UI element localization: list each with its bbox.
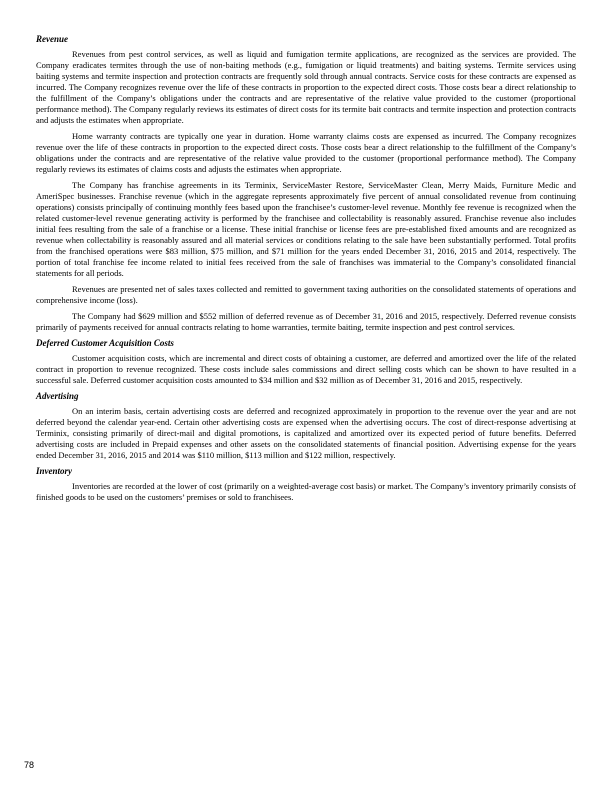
revenue-paragraph-deferred-revenue: The Company had $629 million and $552 million of deferred revenue as of December 31, 2016 and 2015, respectively. Deferred revenue consists primarily of payments received for annual contracts relating to home warranties, termite baiting, termite inspection and pest control services. bbox=[36, 311, 576, 332]
section-heading-inventory: Inventory bbox=[36, 466, 72, 476]
revenue-paragraph-franchise: The Company has franchise agreements in its Terminix, ServiceMaster Restore, ServiceMaster Clean, Merry Maids, Furniture Medic and AmeriSpec businesses. Franchise revenue (which in the aggregate represents approximately five percent of annual consolidated revenue from continuing operations) consists principally of continuing monthly fees based upon the franchisee’s customer-level revenue. Monthly fee revenue is recognized when the related customer-level revenue generating activity is performed by the franchisee and collectability is reasonably assured. Franchise revenue also includes initial fees resulting from the sale of a franchise or a license. These initial franchise or license fees are pre-established fixed amounts and are recognized as revenue when collectability is reasonably assured and all material services or conditions relating to the sale have been substantially performed. Total profits from the franchised operations were $83 million, $75 million, and $71 million for the years ended December 31, 2016, 2015 and 2014, respectively. The portion of total franchise fee income related to initial fees received from the sale of franchises was immaterial to the Company’s consolidated financial statements for all periods. bbox=[36, 180, 576, 278]
section-heading-advertising: Advertising bbox=[36, 391, 79, 401]
page-number: 78 bbox=[24, 760, 35, 770]
inventory-paragraph: Inventories are recorded at the lower of cost (primarily on a weighted-average cost basis) or market. The Company’s inventory primarily consists of finished goods to be used on the customers’ premises or sold to franchisees. bbox=[36, 481, 576, 502]
document-body bbox=[36, 34, 576, 508]
revenue-paragraph-home-warranty: Home warranty contracts are typically one year in duration. Home warranty claims costs are expensed as incurred. The Company recognizes revenue over the life of these contracts in proportion to the expected direct costs. Those costs bear a direct relationship to the fulfillment of the Company’s obligations under the contracts and are representative of the relative value provided to the customer (proportional performance method). The Company regularly reviews its estimates of claims costs and adjusts the estimates when appropriate. bbox=[36, 131, 576, 174]
section-heading-revenue: Revenue bbox=[36, 34, 68, 44]
section-heading-deferred-customer-acquisition-costs: Deferred Customer Acquisition Costs bbox=[36, 338, 174, 348]
advertising-paragraph: On an interim basis, certain advertising costs are deferred and recognized approximately in proportion to the revenue over the year and are not deferred beyond the calendar year-end. Certain other advertising costs are expensed when the advertising occurs. The cost of direct-response advertising at Terminix, consisting primarily of direct-mail and digital promotions, is capitalized and amortized over its expected period of future benefits. Deferred advertising costs are included in Prepaid expenses and other assets on the consolidated statements of financial position. Advertising expense for the years ended December 31, 2016, 2015 and 2014 was $110 million, $113 million and $122 million, respectively. bbox=[36, 406, 576, 460]
revenue-paragraph-sales-taxes: Revenues are presented net of sales taxes collected and remitted to government taxing authorities on the consolidated statements of operations and comprehensive income (loss). bbox=[36, 284, 576, 305]
deferred-customer-acquisition-paragraph: Customer acquisition costs, which are incremental and direct costs of obtaining a customer, are deferred and amortized over the life of the related contract in proportion to revenue recognized. These costs include sales commissions and direct selling costs which can be shown to have resulted in a successful sale. Deferred customer acquisition costs amounted to $34 million and $32 million as of December 31, 2016 and 2015, respectively. bbox=[36, 353, 576, 385]
revenue-paragraph-pest-control: Revenues from pest control services, as well as liquid and fumigation termite applications, are recognized as the services are provided. The Company eradicates termites through the use of non-baiting methods (e.g., fumigation or liquid treatments) and baiting systems. Termite services using baiting systems and termite inspection and protection contracts are frequently sold through annual contracts. Service costs for these contracts are expensed as incurred. The Company recognizes revenue over the life of these contracts in proportion to the expected direct costs. Those costs bear a direct relationship to the fulfillment of the Company’s obligations under the contracts and are representative of the relative value provided to the customer (proportional performance method). The Company regularly reviews its estimates of direct costs for its termite bait contracts and termite inspection and protection contracts and adjusts the estimates when appropriate. bbox=[36, 49, 576, 125]
